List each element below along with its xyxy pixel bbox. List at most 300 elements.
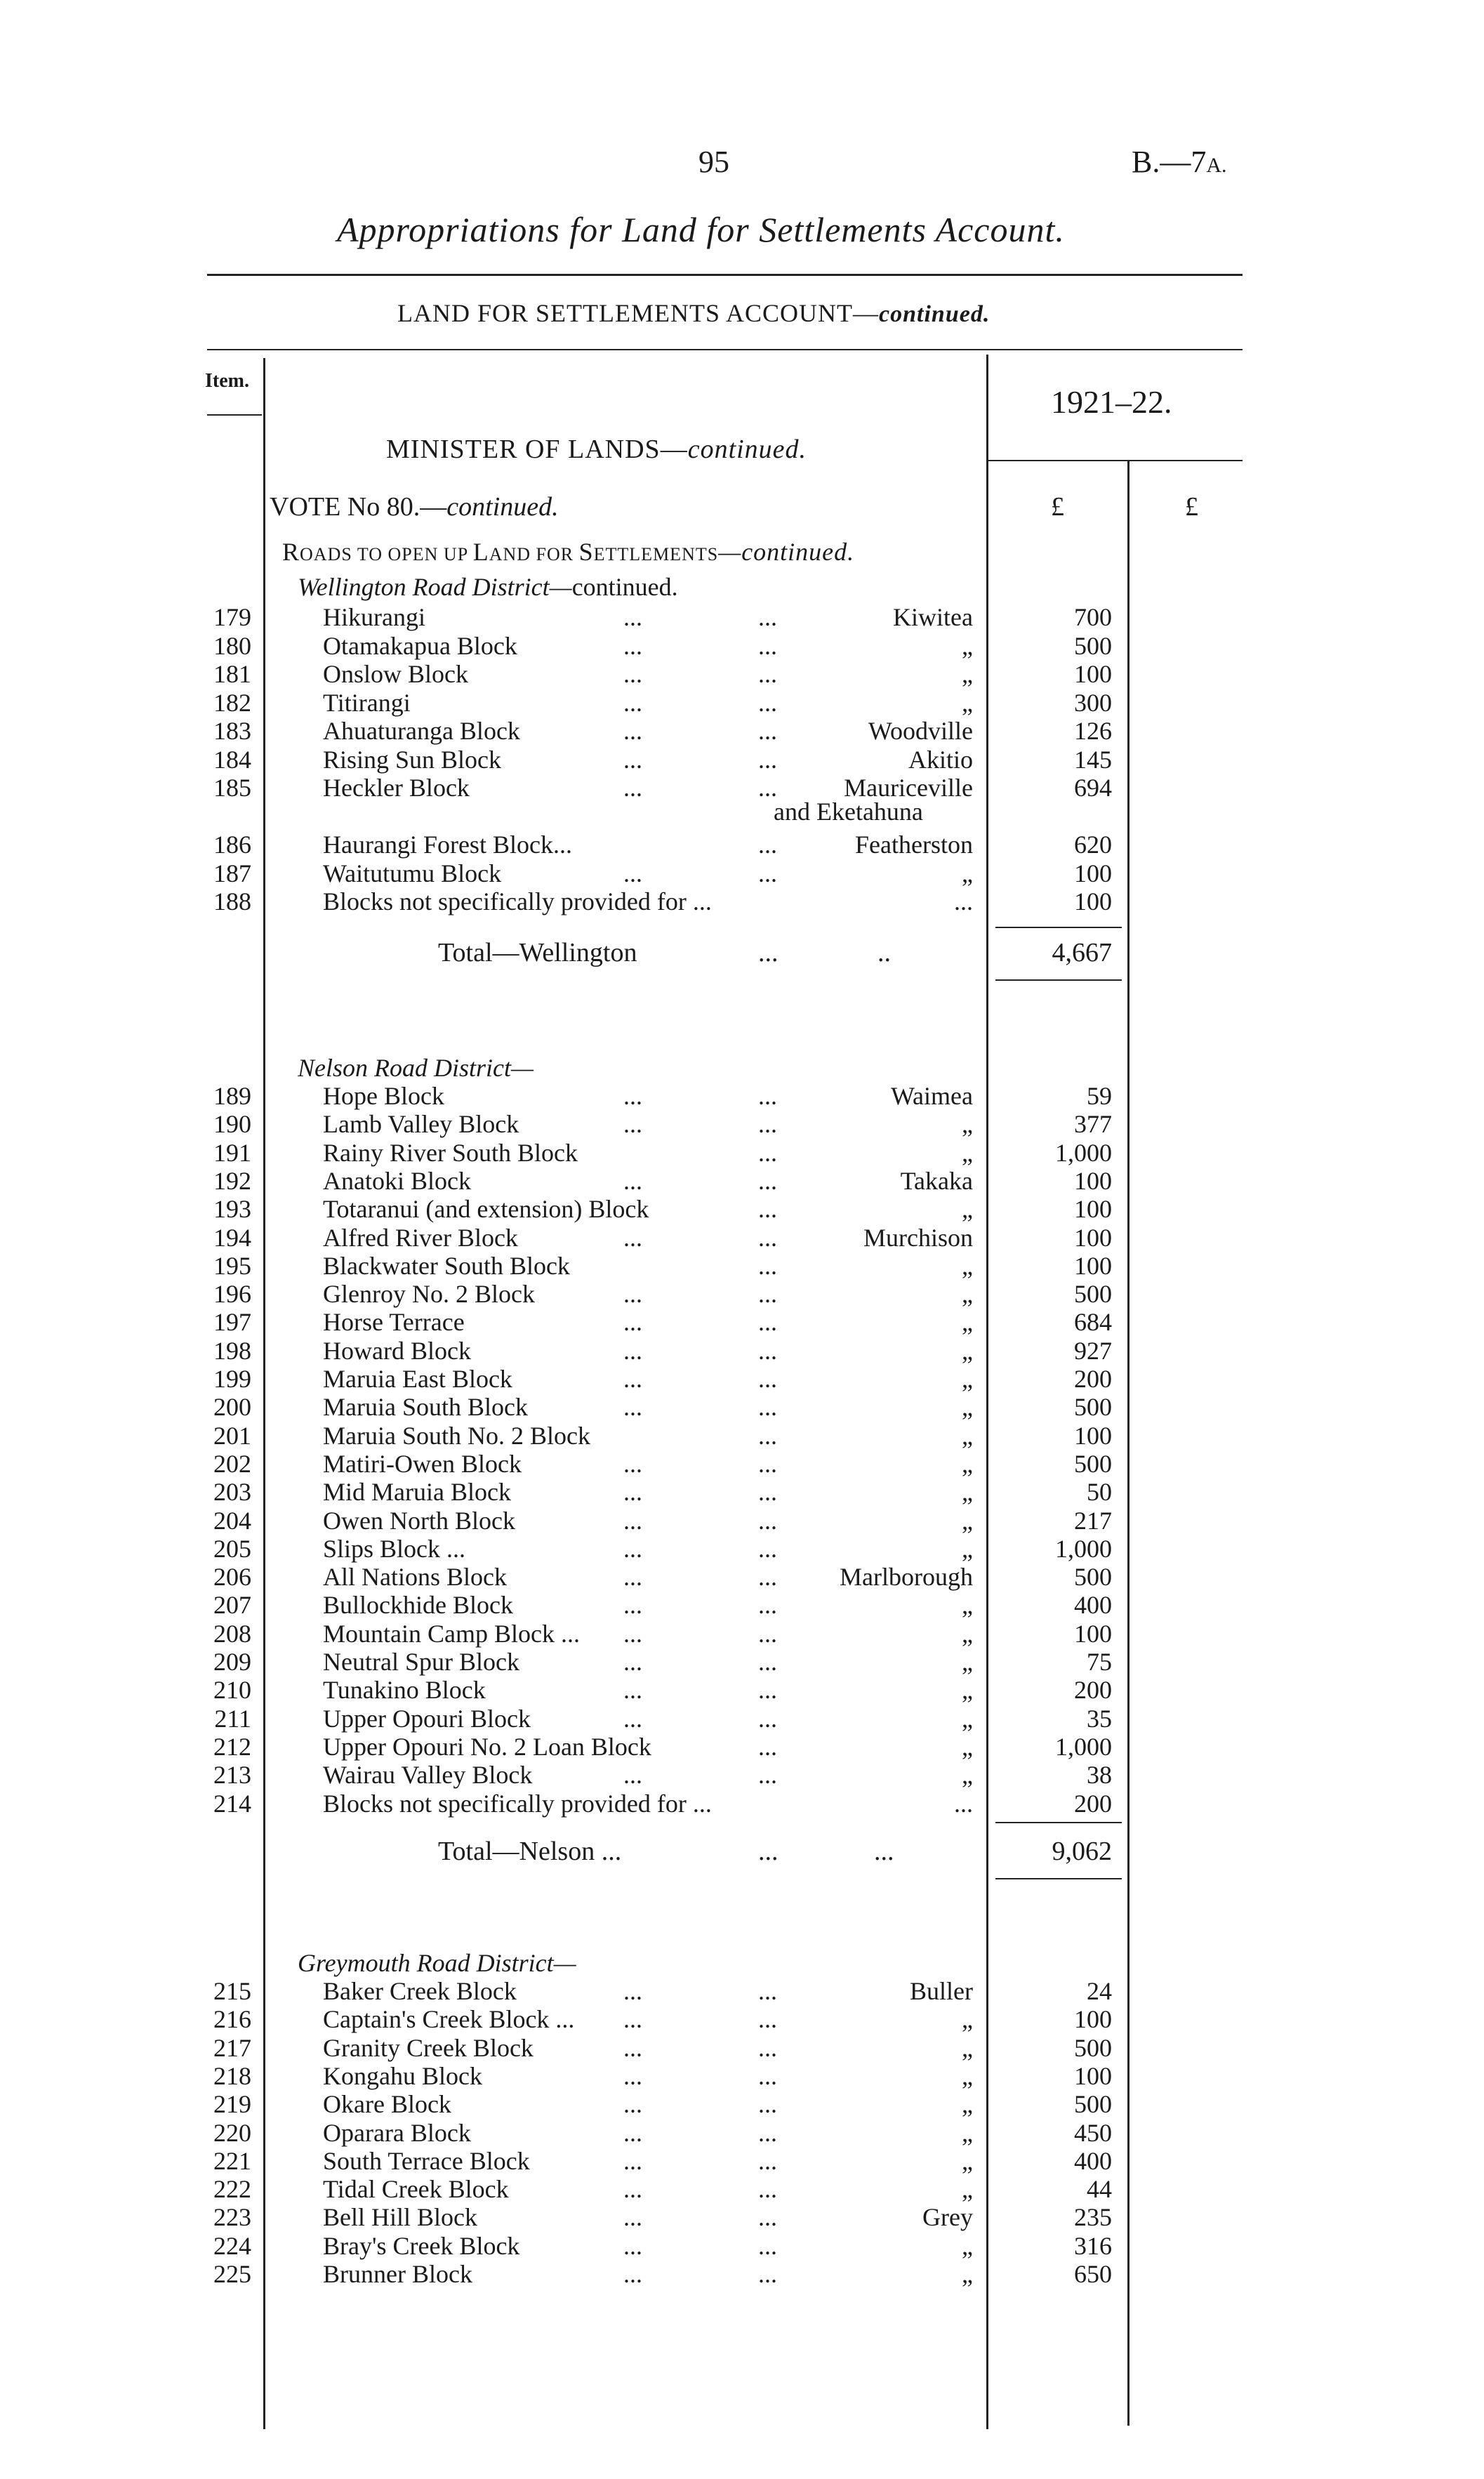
nelson-table-row — [0, 1336, 1484, 1364]
location: „ — [962, 1280, 973, 1309]
amount: 38 — [1087, 1761, 1112, 1790]
block-name: Wairau Valley Block — [323, 1761, 533, 1790]
block-name: Blocks not specifically provided for ... — [323, 887, 712, 915]
leader-dots: ... — [758, 1977, 777, 2005]
block-name: Okare Block — [323, 2090, 451, 2119]
wellington-total-amount: 4,667 — [1052, 938, 1112, 967]
leader-dots: ... — [623, 1563, 642, 1592]
amount: 500 — [1074, 2033, 1112, 2062]
item-number: 197 — [213, 1308, 251, 1337]
item-number: 223 — [213, 2203, 251, 2232]
leader-dots: ... — [623, 717, 642, 745]
greymouth-table-row — [0, 2174, 1484, 2202]
leader-dots: ... — [758, 1166, 777, 1195]
location: „ — [962, 1534, 973, 1563]
block-name: Totaranui (and extension) Block — [323, 1195, 649, 1224]
leader-dots: ... — [623, 1534, 642, 1563]
item-number: 205 — [213, 1534, 251, 1563]
leader-dots: ... — [758, 1280, 777, 1309]
nelson-table-row — [0, 1109, 1484, 1137]
leader-dots: ... — [623, 2118, 642, 2147]
block-name: Hikurangi — [323, 603, 425, 631]
amount: 100 — [1074, 1251, 1112, 1280]
leader-dots: ... — [758, 2146, 777, 2175]
wellington-heading-text: Wellington Road District— — [298, 573, 572, 601]
nelson-table-row — [0, 1364, 1484, 1392]
item-number: 183 — [213, 717, 251, 745]
wellington-heading-continued: continued. — [571, 573, 678, 601]
amount: 620 — [1074, 831, 1112, 859]
amount: 450 — [1074, 2118, 1112, 2147]
item-number: 225 — [213, 2260, 251, 2288]
location: Kiwitea — [893, 603, 973, 631]
location: „ — [962, 2005, 973, 2034]
nelson-table-row — [0, 1732, 1484, 1760]
location: Grey — [922, 2203, 973, 2232]
location: „ — [962, 688, 973, 717]
leader-dots: ... — [623, 2090, 642, 2119]
amount: 100 — [1074, 859, 1112, 887]
leader-dots: ... — [758, 1336, 777, 1365]
leader-dots: ... — [758, 1648, 777, 1676]
item-number: 210 — [213, 1676, 251, 1705]
block-name: Owen North Block — [323, 1506, 515, 1535]
vote-heading — [270, 491, 559, 522]
leader-dots: ... — [623, 631, 642, 660]
location: „ — [962, 2260, 973, 2288]
leader-dots: ... — [623, 603, 642, 631]
leader-dots: ... — [758, 1110, 777, 1139]
amount: 35 — [1087, 1704, 1112, 1733]
leader-dots: ... — [758, 660, 777, 688]
item-number: 198 — [213, 1336, 251, 1365]
block-name: Titirangi — [323, 688, 411, 717]
item-number: 222 — [213, 2175, 251, 2204]
roads-continued: —continued. — [718, 538, 855, 566]
block-name: Rising Sun Block — [323, 745, 502, 774]
wellington-table-row — [0, 859, 1484, 887]
leader-dots: ... — [758, 2175, 777, 2204]
item-number: 201 — [213, 1421, 251, 1450]
amount: 100 — [1074, 2005, 1112, 2034]
item-number: 213 — [213, 1761, 251, 1790]
amount: 400 — [1074, 1591, 1112, 1620]
item-number: 214 — [213, 1789, 251, 1818]
leader-dots: ... — [758, 745, 777, 774]
block-name: Baker Creek Block — [323, 1977, 517, 2005]
amount: 200 — [1074, 1789, 1112, 1818]
nelson-table-row — [0, 1534, 1484, 1562]
document-reference — [1132, 144, 1227, 180]
leader-dots: ... — [623, 2231, 642, 2260]
location: „ — [962, 1761, 973, 1790]
block-name: Maruia East Block — [323, 1365, 512, 1393]
wellington-table-row — [0, 830, 1484, 858]
block-name: Brunner Block — [323, 2260, 472, 2288]
greymouth-table-row — [0, 2231, 1484, 2259]
greymouth-table-row — [0, 2118, 1484, 2146]
leader-dots: ... — [758, 2061, 777, 2090]
item-number: 185 — [213, 774, 251, 802]
wellington-table-row — [0, 773, 1484, 801]
location: „ — [962, 1110, 973, 1139]
location: „ — [962, 1478, 973, 1507]
leader-dots: ... — [758, 774, 777, 802]
leader-dots: ... — [623, 1506, 642, 1535]
page-title: Appropriations for Land for Settlements Account. — [337, 210, 1065, 249]
block-name: South Terrace Block — [323, 2146, 530, 2175]
nelson-table-row — [0, 1392, 1484, 1420]
year-header-rule — [988, 460, 1243, 461]
block-name: Granity Creek Block — [323, 2033, 534, 2062]
leader-dots: ... — [758, 1563, 777, 1592]
leader-dots: ... — [758, 2203, 777, 2232]
item-number: 196 — [213, 1280, 251, 1309]
amount: 200 — [1074, 1676, 1112, 1705]
block-name: Bell Hill Block — [323, 2203, 477, 2232]
amount: 100 — [1074, 1195, 1112, 1224]
leader-dots: ... — [758, 1251, 777, 1280]
wellington-table-row — [0, 745, 1484, 773]
item-number: 219 — [213, 2090, 251, 2119]
amount: 1,000 — [1055, 1732, 1112, 1761]
amount: 300 — [1074, 688, 1112, 717]
leader-dots: ... — [623, 660, 642, 688]
item-number: 209 — [213, 1648, 251, 1676]
block-name: Blocks not specifically provided for ... — [323, 1789, 712, 1818]
item-number: 181 — [213, 660, 251, 688]
block-name: Waitutumu Block — [323, 859, 502, 887]
nelson-table-row — [0, 1166, 1484, 1194]
wellington-table-row — [0, 602, 1484, 630]
block-name: Neutral Spur Block — [323, 1648, 519, 1676]
amount: 50 — [1087, 1478, 1112, 1507]
location: „ — [962, 2146, 973, 2175]
location: Mauriceville — [844, 774, 973, 802]
leader-dots: ... — [623, 1676, 642, 1705]
item-number: 200 — [213, 1393, 251, 1422]
location: „ — [962, 1506, 973, 1535]
leader-dots: ... — [623, 2175, 642, 2204]
item-number: 182 — [213, 688, 251, 717]
leader-dots: ... — [623, 2033, 642, 2062]
location: „ — [962, 1676, 973, 1705]
nelson-table-row — [0, 1704, 1484, 1732]
block-name: All Nations Block — [323, 1563, 507, 1592]
location: „ — [962, 1308, 973, 1337]
block-name: Rainy River South Block — [323, 1138, 578, 1167]
amount: 1,000 — [1055, 1534, 1112, 1563]
nelson-total-dots-2: ... — [874, 1837, 894, 1866]
leader-dots: ... — [623, 1977, 642, 2005]
wellington-extra-location: and Eketahuna — [774, 798, 923, 826]
block-name: Anatoki Block — [323, 1166, 471, 1195]
leader-dots: ... — [758, 631, 777, 660]
item-number: 180 — [213, 631, 251, 660]
item-number: 195 — [213, 1251, 251, 1280]
wellington-total-top-rule — [995, 927, 1122, 928]
nelson-table-row — [0, 1307, 1484, 1335]
block-name: Maruia South No. 2 Block — [323, 1421, 590, 1450]
leader-dots: ... — [758, 1308, 777, 1337]
leader-dots: ... — [758, 1591, 777, 1620]
item-number: 186 — [213, 831, 251, 859]
nelson-table-row — [0, 1789, 1484, 1817]
block-name: Captain's Creek Block ... — [323, 2005, 575, 2034]
item-number: 192 — [213, 1166, 251, 1195]
item-number: 193 — [213, 1195, 251, 1224]
greymouth-table-row — [0, 2259, 1484, 2287]
leader-dots: ... — [623, 1223, 642, 1252]
location: „ — [962, 2061, 973, 2090]
amount: 500 — [1074, 631, 1112, 660]
nelson-table-row — [0, 1506, 1484, 1534]
block-name: Mid Maruia Block — [323, 1478, 511, 1507]
location: „ — [962, 1619, 973, 1648]
block-name: Slips Block ... — [323, 1534, 466, 1563]
block-name: Maruia South Block — [323, 1393, 528, 1422]
roads-section-heading — [282, 537, 854, 567]
amount: 75 — [1087, 1648, 1112, 1676]
nelson-total-dots-1: ... — [758, 1837, 779, 1866]
amount: 684 — [1074, 1308, 1112, 1337]
location: „ — [962, 2175, 973, 2204]
reference-main: B.—7 — [1132, 145, 1207, 179]
location: „ — [962, 660, 973, 688]
item-number: 207 — [213, 1591, 251, 1620]
leader-dots: ... — [758, 1195, 777, 1224]
leader-dots: ... — [758, 1704, 777, 1733]
location: „ — [962, 2033, 973, 2062]
leader-dots: ... — [758, 859, 777, 887]
block-name: Bray's Creek Block — [323, 2231, 520, 2260]
location: ... — [954, 887, 973, 915]
amount: 145 — [1074, 745, 1112, 774]
amount: 235 — [1074, 2203, 1112, 2232]
leader-dots: ... — [758, 1732, 777, 1761]
amount: 200 — [1074, 1365, 1112, 1393]
block-name: Tunakino Block — [323, 1676, 486, 1705]
location: ... — [954, 1789, 973, 1818]
leader-dots: ... — [758, 717, 777, 745]
item-number: 191 — [213, 1138, 251, 1167]
amount: 100 — [1074, 887, 1112, 915]
nelson-table-row — [0, 1194, 1484, 1222]
roads-oads: OADS TO OPEN UP — [300, 544, 473, 564]
amount: 316 — [1074, 2231, 1112, 2260]
location: „ — [962, 2090, 973, 2119]
leader-dots: ... — [623, 1082, 642, 1110]
subtitle-continued: continued. — [879, 301, 991, 327]
location: „ — [962, 2118, 973, 2147]
leader-dots: ... — [758, 1761, 777, 1790]
leader-dots: ... — [623, 1704, 642, 1733]
leader-dots: ... — [623, 2146, 642, 2175]
greymouth-table-row — [0, 2061, 1484, 2089]
block-name: Horse Terrace — [323, 1308, 465, 1337]
block-name: Hope Block — [323, 1082, 444, 1110]
location: Buller — [910, 1977, 973, 2005]
leader-dots: ... — [758, 1534, 777, 1563]
location: „ — [962, 1138, 973, 1167]
location: „ — [962, 1732, 973, 1761]
wellington-table-row — [0, 659, 1484, 687]
amount: 100 — [1074, 1223, 1112, 1252]
amount: 500 — [1074, 1563, 1112, 1592]
leader-dots: ... — [623, 1449, 642, 1478]
item-number: 190 — [213, 1110, 251, 1139]
item-number: 194 — [213, 1223, 251, 1252]
amount: 126 — [1074, 717, 1112, 745]
wellington-table-row — [0, 688, 1484, 716]
leader-dots: ... — [623, 2203, 642, 2232]
leader-dots: ... — [623, 1365, 642, 1393]
leader-dots: ... — [623, 2005, 642, 2034]
block-name: Heckler Block — [323, 774, 470, 802]
amount: 700 — [1074, 603, 1112, 631]
leader-dots: ... — [623, 1166, 642, 1195]
leader-dots: ... — [623, 1648, 642, 1676]
nelson-table-row — [0, 1477, 1484, 1505]
minister-continued: continued. — [687, 435, 807, 464]
amount: 100 — [1074, 2061, 1112, 2090]
location: Waimea — [890, 1082, 973, 1110]
block-name: Ahuaturanga Block — [323, 717, 520, 745]
leader-dots: ... — [623, 2260, 642, 2288]
amount: 1,000 — [1055, 1138, 1112, 1167]
item-column-header: Item. — [205, 370, 249, 392]
leader-dots: ... — [758, 2231, 777, 2260]
roads-cap-s: S — [578, 538, 594, 566]
block-name: Onslow Block — [323, 660, 468, 688]
nelson-district-heading: Nelson Road District— — [298, 1054, 534, 1082]
amount: 59 — [1087, 1082, 1112, 1110]
item-number: 212 — [213, 1732, 251, 1761]
amount: 100 — [1074, 1421, 1112, 1450]
location: „ — [962, 2231, 973, 2260]
leader-dots: ... — [758, 1449, 777, 1478]
location: „ — [962, 1393, 973, 1422]
block-name: Oparara Block — [323, 2118, 471, 2147]
nelson-table-row — [0, 1251, 1484, 1279]
roads-ettlements: ETTLEMENTS — [593, 544, 719, 564]
leader-dots: ... — [758, 1138, 777, 1167]
table-top-rule — [207, 349, 1243, 350]
nelson-total-bottom-rule — [995, 1878, 1122, 1879]
nelson-table-row — [0, 1449, 1484, 1477]
leader-dots: ... — [758, 688, 777, 717]
minister-heading — [386, 434, 807, 465]
leader-dots: ... — [623, 2061, 642, 2090]
location: „ — [962, 1251, 973, 1280]
amount: 500 — [1074, 2090, 1112, 2119]
wellington-table-row — [0, 887, 1484, 915]
nelson-table-row — [0, 1562, 1484, 1590]
nelson-table-row — [0, 1675, 1484, 1703]
leader-dots: ... — [623, 859, 642, 887]
location: „ — [962, 1704, 973, 1733]
amount: 100 — [1074, 1166, 1112, 1195]
greymouth-table-row — [0, 2202, 1484, 2230]
leader-dots: ... — [623, 1619, 642, 1648]
greymouth-table-row — [0, 2004, 1484, 2032]
leader-dots: ... — [623, 1336, 642, 1365]
nelson-table-row — [0, 1279, 1484, 1307]
leader-dots: ... — [758, 603, 777, 631]
leader-dots: ... — [623, 745, 642, 774]
leader-dots: ... — [623, 774, 642, 802]
item-number: 184 — [213, 745, 251, 774]
wellington-total-dots-1: ... — [758, 938, 779, 967]
amount: 217 — [1074, 1506, 1112, 1535]
location: „ — [962, 1648, 973, 1676]
amount: 650 — [1074, 2260, 1112, 2288]
leader-dots: ... — [758, 2090, 777, 2119]
leader-dots: ... — [758, 2033, 777, 2062]
amount: 400 — [1074, 2146, 1112, 2175]
leader-dots: ... — [623, 1308, 642, 1337]
title-rule — [207, 274, 1243, 276]
item-number: 188 — [213, 887, 251, 915]
location: „ — [962, 1195, 973, 1224]
leader-dots: ... — [758, 2005, 777, 2034]
location: Murchison — [863, 1223, 973, 1252]
vote-continued: continued. — [446, 492, 559, 522]
pound-sign-column-1: £ — [1051, 492, 1064, 522]
location: Marlborough — [840, 1563, 973, 1592]
item-number: 202 — [213, 1449, 251, 1478]
block-name: Upper Opouri No. 2 Loan Block — [323, 1732, 651, 1761]
block-name: Glenroy No. 2 Block — [323, 1280, 535, 1309]
location: „ — [962, 1336, 973, 1365]
nelson-table-row — [0, 1647, 1484, 1675]
leader-dots: ... — [623, 1280, 642, 1309]
location: „ — [962, 1421, 973, 1450]
wellington-district-heading — [298, 572, 678, 602]
block-name: Bullockhide Block — [323, 1591, 513, 1620]
amount: 500 — [1074, 1449, 1112, 1478]
roads-cap-r: R — [282, 538, 300, 566]
nelson-table-row — [0, 1760, 1484, 1788]
item-number: 208 — [213, 1619, 251, 1648]
location: „ — [962, 1449, 973, 1478]
leader-dots: ... — [758, 1619, 777, 1648]
nelson-total-amount: 9,062 — [1052, 1837, 1112, 1866]
leader-dots: ... — [758, 831, 777, 859]
roads-cap-l: L — [472, 538, 489, 566]
minister-main: MINISTER OF LANDS— — [386, 435, 688, 464]
item-number: 217 — [213, 2033, 251, 2062]
amount: 377 — [1074, 1110, 1112, 1139]
nelson-total-top-rule — [995, 1822, 1122, 1823]
page-number: 95 — [698, 145, 729, 179]
greymouth-table-row — [0, 1976, 1484, 2004]
location: „ — [962, 1591, 973, 1620]
block-name: Lamb Valley Block — [323, 1110, 519, 1139]
item-number: 215 — [213, 1977, 251, 2005]
item-number: 224 — [213, 2231, 251, 2260]
nelson-table-row — [0, 1138, 1484, 1166]
block-name: Matiri-Owen Block — [323, 1449, 522, 1478]
amount: 694 — [1074, 774, 1112, 802]
block-name: Otamakapua Block — [323, 631, 517, 660]
block-name: Kongahu Block — [323, 2061, 482, 2090]
nelson-table-row — [0, 1223, 1484, 1251]
item-number: 216 — [213, 2005, 251, 2034]
vote-main: VOTE No 80.— — [270, 492, 447, 522]
leader-dots: ... — [758, 1421, 777, 1450]
block-name: Blackwater South Block — [323, 1251, 570, 1280]
